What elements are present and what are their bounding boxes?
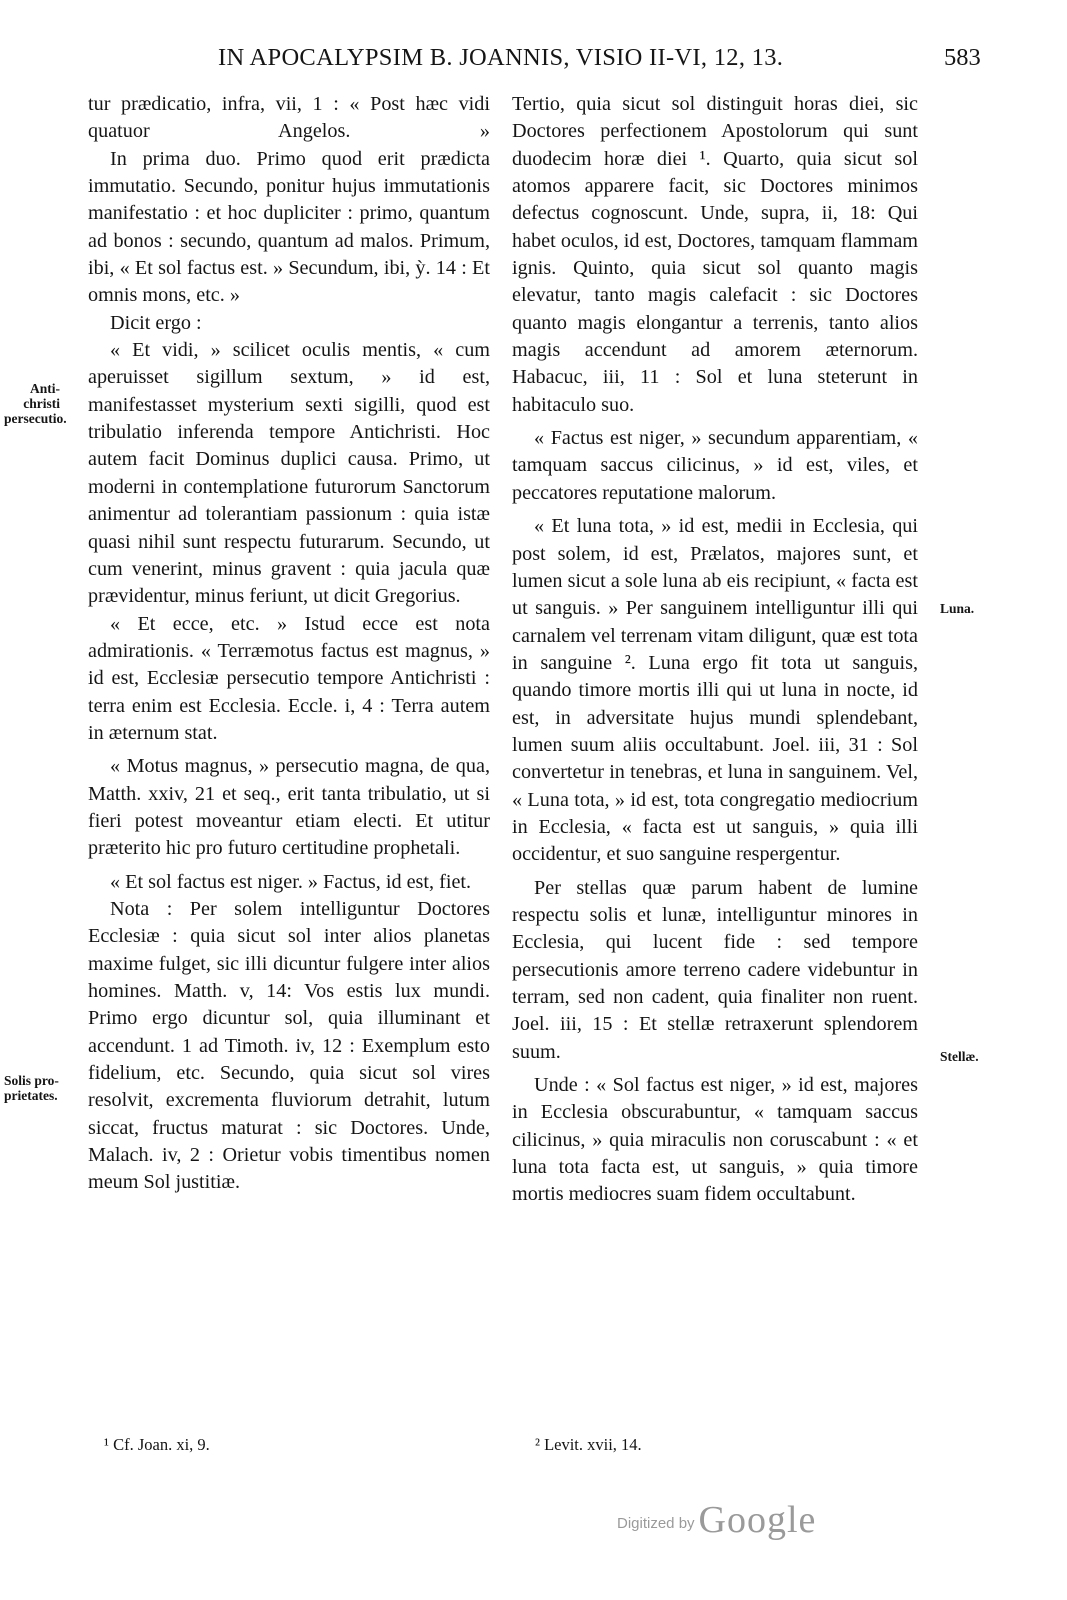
page-header [0, 40, 1067, 80]
paragraph: Nota : Per solem intelliguntur Doctores Ecclesiæ : quia sicut sol inter alios planetas maxime fulget, sic illi dicuntur fulgere inter alios homines. Matth. v, 14: Vos estis lux mundi. Primo ergo dicuntur sol, quia illuminant et accendunt. 1 ad Timoth. iv, 12 : Exemplum esto fidelium, etc. Secundo, quia sicut sol vires resolvit, excrementa fluviorum detrahit, lutum siccat, fructus maturat : sic Doctores. Unde, Malach. iv, 2 : Orietur vobis timentibus nomen meum Sol justitiæ. [88, 897, 490, 1194]
paragraph: « Et luna tota, » id est, medii in Ecclesia, qui post solem, id est, Prælatos, majores sunt, et lumen sicut a sole luna ab eis recipiunt, « facta est ut sanguis. » Per sanguinem intelliguntur illi qui carnalem vel terrenam vitam diligunt, quæ est tota in sanguine ². Luna ergo fit tota ut sanguis, quando timore mortis illi qui ut luna in nocte, id est, in adversitate hujus mundi splendebant, lumen suum aliis occultabunt. Joel. iii, 31 : Sol convertetur in tenebras, et luna in sanguinem. Vel, « Luna tota, » id est, tota congregatio mediocrium in Ecclesia, « facta est ut sanguis, » quia illi occidentur, et suo sanguine respergentur. [512, 515, 918, 866]
paragraph: Dicit ergo : [110, 311, 202, 334]
watermark-brand: Google [698, 1499, 817, 1541]
margin-note-luna: Luna. [940, 601, 975, 616]
margin-note-line: christi [23, 396, 60, 411]
margin-note-antichristi [4, 381, 67, 426]
watermark-prefix: Digitized by [617, 1515, 695, 1532]
paragraph: tur prædicatio, infra, vii, 1 : « Post hæc vidi quatuor Angelos. » [88, 93, 490, 143]
paragraph: Tertio, quia sicut sol distinguit horas diei, sic Doctores perfectionem Apostolorum qui sunt duodecim horæ diei ¹. Quarto, quia sicut sol atomos apparere facit, sic Doctores minimos defectus cognoscunt. Unde, supra, ii, 18: Qui habet oculos, id est, Doctores, tamquam flammam ignis. Quinto, quia sicut sol quanto magis elevatur, tanto magis calefacit : sic Doctores quanto magis elongantur a terrenis, tanto alios magis accendunt ad amorem æternorum. Habacuc, iii, 11 : Sol et luna steterunt in habitaculo suo. [512, 93, 918, 416]
paragraph: « Et vidi, » scilicet oculis mentis, « cum aperuisset sigillum sextum, » id est, manifestasset mysterium sexti sigilli, quod est tribulatio inferenda tempore Antichristi. Hoc autem facit Dominus duplici causa. Primo, ut moderni in contemplatione futurorum Sanctorum animentur ad tolerantiam passionum : quia istæ quasi nihil sunt respectu futurarum. Secundo, ut cum venerint, minus gravent : quia jacula quæ prævidentur, minus feriunt, ut dicit Gregorius. [88, 339, 490, 608]
margin-note-line: Solis pro- [4, 1073, 59, 1088]
google-watermark [617, 1498, 816, 1548]
margin-note-stellae: Stellæ. [940, 1049, 979, 1064]
paragraph: Unde : « Sol factus est niger, » id est, majores in Ecclesia obscurabuntur, « tamquam saccus cilicinus, » quia miraculis non coruscabunt : « et luna tota facta est, ut sanguis, » quia timore mortis mediocres suam fidem occultabunt. [512, 1074, 918, 1206]
margin-note-line: Anti- [30, 381, 60, 396]
margin-note-solis [4, 1073, 66, 1103]
paragraph: « Motus magnus, » persecutio magna, de qua, Matth. xxiv, 21 et seq., erit tanta tribulatio, ut si fieri potest moveantur etiam electi. Et utitur præterito hic pro futuro certitudine prophetali. [88, 755, 490, 860]
page-number: 583 [944, 44, 981, 71]
right-column [512, 91, 918, 1209]
paragraph: « Et sol factus est niger. » Factus, id est, fiet. [110, 870, 472, 893]
footnote-right: ² Levit. xvii, 14. [535, 1435, 642, 1454]
margin-note-line: persecutio. [4, 411, 67, 426]
paragraph: Per stellas quæ parum habent de lumine respectu solis et lunæ, intelliguntur minores in Ecclesia, qui lucent fide : sed tempore persecutionis amore terreno cadere videbuntur in terram, sed non cadent, quia finaliter non ruent. Joel. iii, 15 : Et stellæ retraxerunt splendorem suum. [512, 876, 918, 1063]
left-column [88, 91, 490, 1197]
margin-note-line: prietates. [4, 1088, 58, 1103]
paragraph: « Et ecce, etc. » Istud ecce est nota admirationis. « Terræmotus factus est magnus, » id est, Ecclesiæ persecutio tempore Antichristi : terra enim est Ecclesia. Eccle. i, 4 : Terra autem in æternum stat. [88, 612, 490, 744]
paragraph: In prima duo. Primo quod erit prædicta immutatio. Secundo, ponitur hujus immutationis manifestatio : et hoc dupliciter : primo, quantum ad bonos : secundo, quantum ad malos. Primum, ibi, « Et sol factus est. » Secundum, ibi, ỳ. 14 : Et omnis mons, etc. » [88, 147, 490, 307]
paragraph: « Factus est niger, » secundum apparentiam, « tamquam saccus cilicinus, » id est, viles, et peccatores reputatione malorum. [512, 427, 918, 504]
footnote-left: ¹ Cf. Joan. xi, 9. [104, 1435, 210, 1454]
running-head: IN APOCALYPSIM B. JOANNIS, VISIO II-VI, 12, 13. [218, 44, 784, 71]
